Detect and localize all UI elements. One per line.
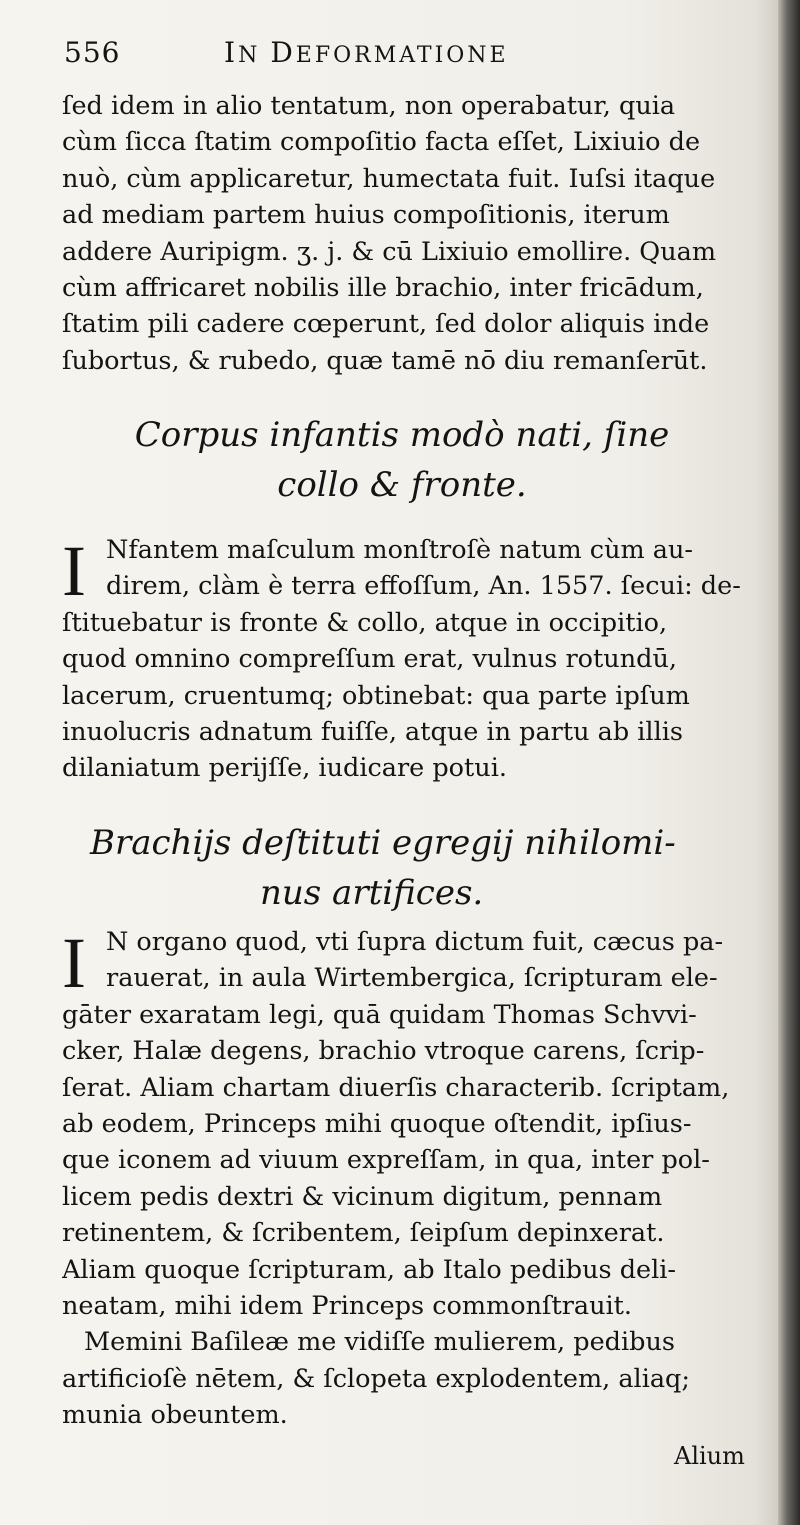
text-line: retinentem, & ſcribentem, ſeipſum depinxerat. <box>62 1218 665 1249</box>
text-line: munia obeuntem. <box>62 1400 288 1431</box>
text-line: licem pedis dextri & vicinum digitum, pennam <box>62 1181 663 1212</box>
text-line: N organo quod, vti ſupra dictum fuit, cæcus pa- <box>106 927 724 957</box>
text-line: gāter exaratam legi, quā quidam Thomas Schvvi- <box>62 999 697 1030</box>
text-line: quod omnino compreſſum erat, vulnus rotundū, <box>62 644 677 675</box>
text-line: direm, clàm è terra effoſſum, An. 1557. ſecui: de- <box>106 571 741 602</box>
text-line: dilaniatum perijſſe, iudicare potui. <box>62 753 507 784</box>
section1-paragraph <box>62 532 762 787</box>
page-header <box>64 36 764 76</box>
text-line: Aliam quoque ſcripturam, ab Italo pedibus deli- <box>62 1254 677 1285</box>
text-line: ad mediam partem huius compoſitionis, iterum <box>62 200 670 231</box>
section-heading-2 <box>90 818 770 918</box>
drop-cap: I <box>62 531 86 611</box>
heading-line: Corpus infantis modò nati, ſine <box>134 415 670 455</box>
text-line: cùm affricaret nobilis ille brachio, inter fricādum, <box>62 272 704 303</box>
page-number: 556 <box>64 36 121 69</box>
text-line: ſtatim pili cadere cœperunt, ſed dolor aliquis inde <box>62 309 710 340</box>
drop-cap: I <box>62 923 86 1003</box>
text-line: que iconem ad viuum expreſſam, in qua, inter pol- <box>62 1145 710 1176</box>
text-line: inuolucris adnatum fuiſſe, atque in partu ab illis <box>62 716 683 747</box>
text-line: ab eodem, Princeps mihi quoque oſtendit, ipſius- <box>62 1108 692 1139</box>
text-line: artificioſè nētem, & ſclopeta explodentem, aliaq; <box>62 1363 690 1394</box>
heading-line: nus artifices. <box>260 873 484 913</box>
text-line: ſerat. Aliam chartam diuerſis characterib. ſcriptam, <box>62 1072 730 1103</box>
section-heading-1 <box>62 410 742 510</box>
text-line: neatam, mihi idem Princeps commonſtrauit. <box>62 1290 633 1321</box>
text-line: cker, Halæ degens, brachio vtroque carens, ſcrip- <box>62 1036 705 1067</box>
running-title: IN DEFORMATIONE <box>224 36 509 69</box>
text-line: Nfantem maſculum monſtroſè natum cùm au- <box>106 535 694 565</box>
text-line: ſtituebatur is fronte & collo, atque in occipitio, <box>62 607 668 638</box>
heading-line: Brachijs deſtituti egregij nihilomi- <box>90 823 676 863</box>
section2-paragraph <box>62 924 762 1433</box>
text-line: Memini Baſileæ me vidiſſe mulierem, pedibus <box>84 1327 675 1358</box>
text-line: nuò, cùm applicaretur, humectata fuit. Iuſsi itaque <box>62 163 716 194</box>
text-line: lacerum, cruentumq; obtinebat: qua parte ipſum <box>62 680 690 711</box>
text-line: cùm ſicca ſtatim compoſitio facta eſſet, Lixiuio de <box>62 127 701 158</box>
top-paragraph <box>62 88 762 379</box>
heading-line: collo & fronte. <box>277 465 527 505</box>
page-edge-shadow <box>778 0 800 1525</box>
text-line: addere Auripigm. ʒ. j. & cū Lixiuio emollire. Quam <box>62 236 716 267</box>
text-line: ſubortus, & rubedo, quæ tamē nō diu remanſerūt. <box>62 345 708 376</box>
text-line: ſed idem in alio tentatum, non operabatur, quia <box>62 91 676 121</box>
text-line: rauerat, in aula Wirtembergica, ſcripturam ele- <box>106 963 718 994</box>
catchword: Alium <box>674 1442 745 1470</box>
